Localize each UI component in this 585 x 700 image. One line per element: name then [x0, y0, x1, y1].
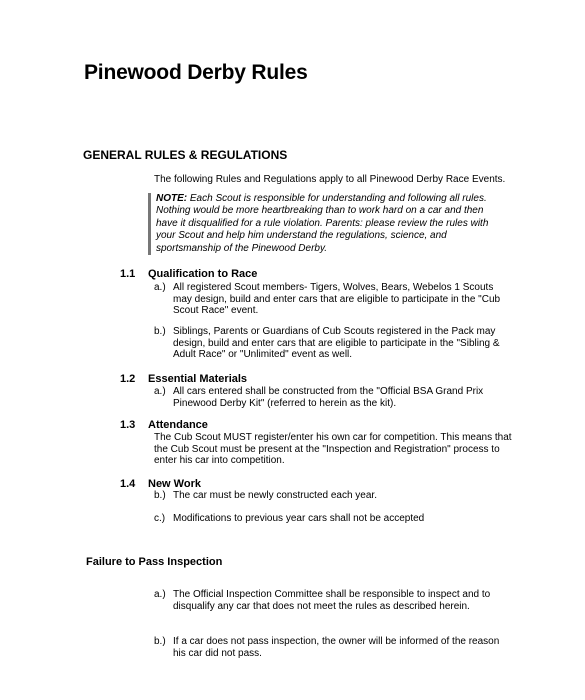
list-item-text: Modifications to previous year cars shall not be accepted [173, 513, 425, 524]
note-label: NOTE: [156, 193, 188, 204]
list-item-text: All cars entered shall be constructed from the "Official BSA Grand Prix Pinewood Derby Kit" (referred to herein as the kit). [173, 386, 484, 409]
note-box [148, 193, 496, 255]
section-number: 1.4 [120, 478, 136, 490]
section-number: 1.3 [120, 419, 136, 431]
list-item-text: The car must be newly constructed each year. [173, 490, 377, 501]
intro-text: The following Rules and Regulations apply to all Pinewood Derby Race Events. [154, 174, 506, 185]
general-rules-heading: GENERAL RULES & REGULATIONS [83, 148, 288, 162]
list-item-text: The Official Inspection Committee shall be responsible to inspect and to disqualify any car that does not meet the rules as described herein. [173, 589, 491, 612]
list-item [154, 636, 514, 659]
page-title: Pinewood Derby Rules [84, 61, 308, 84]
list-item [154, 282, 514, 317]
note-text: Each Scout is responsible for understanding and following all rules. Nothing would be more heartbreaking than to work hard on a car and then have it disqualified for a rule violation. Parents: please review the rules with your Scout and help him understand the regulations, science, and sportsmanship of the Pinewood Derby. [156, 193, 489, 254]
list-marker: b.) [154, 490, 166, 501]
list-marker: b.) [154, 326, 166, 337]
list-marker: b.) [154, 636, 166, 647]
section-number: 1.1 [120, 268, 136, 280]
attendance-text: The Cub Scout MUST register/enter his own car for competition. This means that the Cub Scout must be present at the "Inspection and Registration" process to enter his car into competition. [154, 432, 512, 467]
list-marker: a.) [154, 589, 166, 600]
list-marker: a.) [154, 282, 166, 293]
list-marker: c.) [154, 513, 166, 524]
list-item [154, 513, 514, 525]
list-item [154, 326, 514, 361]
section-number: 1.2 [120, 373, 136, 385]
section-title-attendance: Attendance [148, 419, 208, 431]
list-item [154, 490, 514, 502]
section-title-new-work: New Work [148, 478, 201, 490]
list-marker: a.) [154, 386, 166, 397]
list-item [154, 589, 514, 612]
list-item [154, 386, 514, 409]
failure-heading: Failure to Pass Inspection [86, 556, 223, 568]
section-title-materials: Essential Materials [148, 373, 248, 385]
list-item-text: Siblings, Parents or Guardians of Cub Scouts registered in the Pack may design, build and enter cars that are eligible to participate in the "Sibling & Adult Race" or "Unlimited" event as well. [173, 326, 500, 361]
list-item-text: All registered Scout members- Tigers, Wolves, Bears, Webelos 1 Scouts may design, build and enter cars that are eligible to participate in the "Cub Scout Race" event. [173, 282, 501, 317]
section-title-qualification: Qualification to Race [148, 268, 258, 280]
list-item-text: If a car does not pass inspection, the owner will be informed of the reason his car did not pass. [173, 636, 500, 659]
